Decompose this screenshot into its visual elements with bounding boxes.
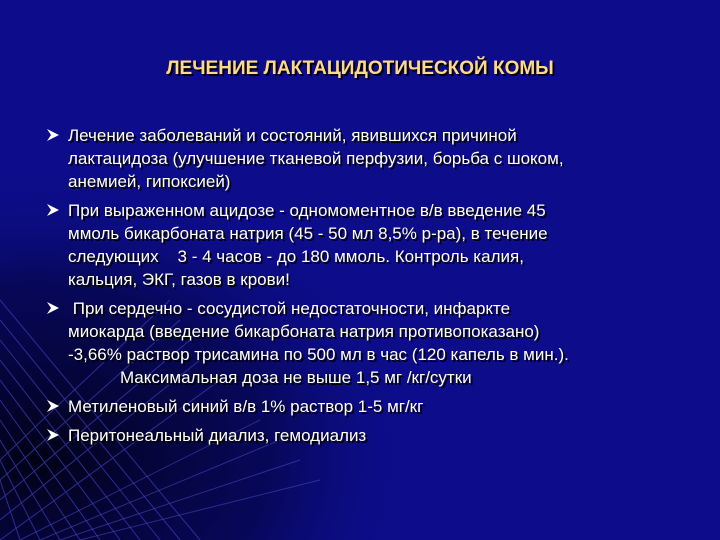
bullet-text-line: Максимальная доза не выше 1,5 мг /кг/сутки — [68, 368, 472, 387]
arrowhead-bullet-icon — [46, 399, 60, 413]
bullet-text-line: следующих 3 - 4 часов - до 180 ммоль. Контроль калия, — [68, 247, 524, 266]
bullet-item — [46, 424, 686, 447]
bullet-item — [46, 199, 686, 291]
bullet-text-line: анемией, гипоксией) — [68, 172, 231, 191]
bullet-item — [46, 395, 686, 418]
bullet-text-line: миокарда (введение бикарбоната натрия противопоказано) — [68, 322, 540, 341]
bullet-text-line: Лечение заболеваний и состояний, явившихся причиной — [68, 126, 517, 145]
bullet-item — [46, 124, 686, 193]
bullet-item — [46, 297, 686, 389]
slide-title: ЛЕЧЕНИЕ ЛАКТАЦИДОТИЧЕСКОЙ КОМЫ — [166, 58, 554, 79]
bullet-text-line: ммоль бикарбоната натрия (45 - 50 мл 8,5% р-ра), в течение — [68, 224, 548, 243]
bullet-text-line: лактацидоза (улучшение тканевой перфузии, борьба с шоком, — [68, 149, 564, 168]
arrowhead-bullet-icon — [46, 203, 60, 217]
arrowhead-bullet-icon — [46, 128, 60, 142]
bullet-text-line: Перитонеальный диализ, гемодиализ — [68, 426, 367, 445]
bullet-text-line: кальция, ЭКГ, газов в крови! — [68, 270, 290, 289]
bullet-text-line: При сердечно - сосудистой недостаточности, инфаркте — [68, 299, 511, 318]
bullet-list — [46, 124, 686, 453]
arrowhead-bullet-icon — [46, 428, 60, 442]
arrowhead-bullet-icon — [46, 301, 60, 315]
bullet-text-line: -3,66% раствор трисамина по 500 мл в час (120 капель в мин.). — [68, 345, 569, 364]
bullet-text-line: При выраженном ацидозе - одномоментное в/в введение 45 — [68, 201, 546, 220]
bullet-text-line: Метиленовый синий в/в 1% раствор 1-5 мг/кг — [68, 397, 424, 416]
